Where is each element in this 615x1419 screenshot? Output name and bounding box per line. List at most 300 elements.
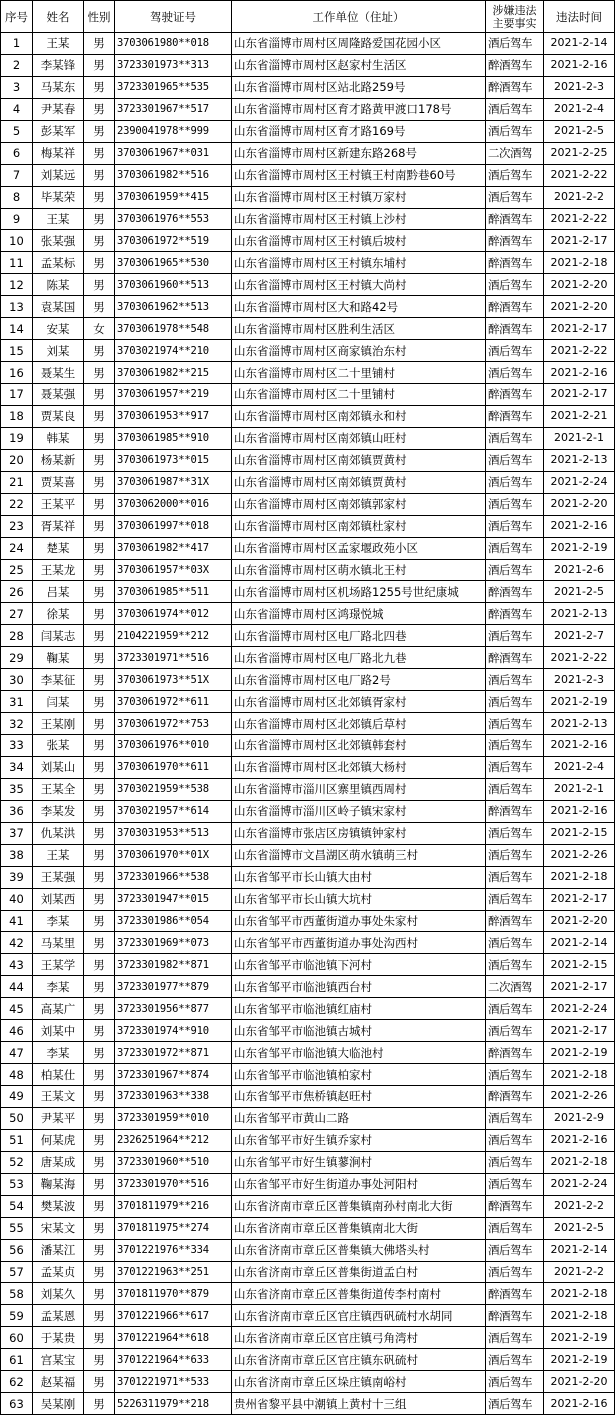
cell-seq: 37 — [1, 822, 33, 844]
table-row — [1, 1042, 615, 1064]
cell-name: 潘某江 — [33, 1239, 84, 1261]
cell-name: 仇某洪 — [33, 822, 84, 844]
cell-license: 3703061972**753 — [115, 713, 232, 735]
header-date: 违法时间 — [544, 1, 615, 33]
cell-license: 3703031953**513 — [115, 822, 232, 844]
cell-seq: 53 — [1, 1173, 33, 1195]
cell-address: 山东省淄博市周村区二十里铺村 — [232, 362, 486, 384]
cell-name: 闫某 — [33, 691, 84, 713]
cell-license: 3723301947**015 — [115, 888, 232, 910]
cell-license: 3703061973**51X — [115, 669, 232, 691]
cell-seq: 54 — [1, 1195, 33, 1217]
cell-name: 高某广 — [33, 998, 84, 1020]
cell-fact: 酒后驾车 — [486, 669, 544, 691]
cell-fact: 醉酒驾车 — [486, 581, 544, 603]
table-row — [1, 932, 615, 954]
cell-seq: 58 — [1, 1283, 33, 1305]
cell-name: 孟某标 — [33, 252, 84, 274]
table-row — [1, 1195, 615, 1217]
table-row — [1, 910, 615, 932]
cell-fact: 醉酒驾车 — [486, 1042, 544, 1064]
cell-fact: 二次酒驾 — [486, 976, 544, 998]
cell-seq: 26 — [1, 581, 33, 603]
table-row — [1, 449, 615, 471]
cell-name: 吴某刚 — [33, 1393, 84, 1415]
cell-name: 徐某 — [33, 603, 84, 625]
cell-seq: 8 — [1, 186, 33, 208]
table-row — [1, 1371, 615, 1393]
cell-date: 2021-2-16 — [544, 515, 615, 537]
table-row — [1, 471, 615, 493]
cell-fact: 酒后驾车 — [486, 998, 544, 1020]
cell-fact: 醉酒驾车 — [486, 384, 544, 406]
table-row — [1, 340, 615, 362]
cell-date: 2021-2-19 — [544, 1349, 615, 1371]
cell-address: 山东省淄博市周村区南郊镇永和村 — [232, 405, 486, 427]
cell-name: 李某 — [33, 1042, 84, 1064]
cell-seq: 32 — [1, 713, 33, 735]
cell-license: 3703061970**01X — [115, 844, 232, 866]
cell-date: 2021-2-19 — [544, 691, 615, 713]
cell-license: 3703061978**548 — [115, 318, 232, 340]
table-header-row — [1, 1, 615, 33]
cell-seq: 57 — [1, 1261, 33, 1283]
cell-date: 2021-2-16 — [544, 735, 615, 757]
cell-address: 山东省济南市章丘区普集镇大佛塔头村 — [232, 1239, 486, 1261]
cell-fact: 醉酒驾车 — [486, 603, 544, 625]
cell-address: 山东省邹平市好生街道办事处河阳村 — [232, 1173, 486, 1195]
table-row — [1, 954, 615, 976]
cell-fact: 醉酒驾车 — [486, 1283, 544, 1305]
cell-address: 山东省邹平市临池镇红庙村 — [232, 998, 486, 1020]
table-row — [1, 186, 615, 208]
cell-fact: 醉酒驾车 — [486, 910, 544, 932]
table-row — [1, 998, 615, 1020]
cell-name: 刘某山 — [33, 756, 84, 778]
cell-sex: 男 — [84, 449, 115, 471]
cell-address: 山东省邹平市临池镇柏家村 — [232, 1064, 486, 1086]
cell-sex: 男 — [84, 866, 115, 888]
cell-sex: 男 — [84, 1327, 115, 1349]
cell-fact: 醉酒驾车 — [486, 1305, 544, 1327]
cell-name: 鞠某 — [33, 647, 84, 669]
table-row — [1, 976, 615, 998]
cell-fact: 酒后驾车 — [486, 340, 544, 362]
cell-address: 山东省淄博市周村区育才路黄甲渡口178号 — [232, 98, 486, 120]
cell-sex: 男 — [84, 1151, 115, 1173]
cell-license: 3703061973**015 — [115, 449, 232, 471]
cell-license: 3701811970**879 — [115, 1283, 232, 1305]
cell-name: 贾某良 — [33, 405, 84, 427]
table-row — [1, 778, 615, 800]
cell-sex: 男 — [84, 186, 115, 208]
cell-address: 山东省淄博市周村区电厂路2号 — [232, 669, 486, 691]
cell-fact: 酒后驾车 — [486, 844, 544, 866]
cell-date: 2021-2-17 — [544, 230, 615, 252]
cell-fact: 醉酒驾车 — [486, 647, 544, 669]
cell-sex: 男 — [84, 120, 115, 142]
cell-address: 山东省淄博市周村区王村镇东埔村 — [232, 252, 486, 274]
cell-address: 山东省淄博市周村区胜利生活区 — [232, 318, 486, 340]
cell-sex: 男 — [84, 1371, 115, 1393]
cell-date: 2021-2-22 — [544, 647, 615, 669]
cell-date: 2021-2-15 — [544, 822, 615, 844]
cell-name: 李某锋 — [33, 54, 84, 76]
cell-name: 楚某 — [33, 537, 84, 559]
cell-fact: 酒后驾车 — [486, 515, 544, 537]
table-row — [1, 1327, 615, 1349]
table-row — [1, 120, 615, 142]
cell-address: 山东省淄博市周村区新建东路268号 — [232, 142, 486, 164]
cell-fact: 酒后驾车 — [486, 713, 544, 735]
cell-date: 2021-2-3 — [544, 76, 615, 98]
cell-name: 唐某成 — [33, 1151, 84, 1173]
cell-address: 山东省邹平市好生镇乔家村 — [232, 1129, 486, 1151]
table-row — [1, 603, 615, 625]
cell-date: 2021-2-17 — [544, 384, 615, 406]
cell-sex: 男 — [84, 713, 115, 735]
cell-sex: 男 — [84, 976, 115, 998]
table-row — [1, 362, 615, 384]
cell-address: 山东省淄博市周村区赵家村生活区 — [232, 54, 486, 76]
cell-name: 刘某中 — [33, 1020, 84, 1042]
cell-date: 2021-2-5 — [544, 1217, 615, 1239]
cell-address: 山东省淄博市周村区北郊镇大杨村 — [232, 756, 486, 778]
cell-address: 山东省淄博市淄川区寨里镇西周村 — [232, 778, 486, 800]
cell-fact: 酒后驾车 — [486, 493, 544, 515]
cell-fact: 酒后驾车 — [486, 1239, 544, 1261]
cell-sex: 男 — [84, 603, 115, 625]
cell-name: 吕某 — [33, 581, 84, 603]
cell-seq: 16 — [1, 362, 33, 384]
table-row — [1, 1305, 615, 1327]
cell-date: 2021-2-13 — [544, 603, 615, 625]
cell-license: 3701811975**274 — [115, 1217, 232, 1239]
table-row — [1, 98, 615, 120]
cell-sex: 男 — [84, 910, 115, 932]
cell-fact: 酒后驾车 — [486, 449, 544, 471]
table-row — [1, 1261, 615, 1283]
cell-seq: 42 — [1, 932, 33, 954]
cell-sex: 男 — [84, 340, 115, 362]
cell-name: 聂某生 — [33, 362, 84, 384]
cell-address: 山东省淄博市周村区商家镇治东村 — [232, 340, 486, 362]
cell-address: 山东省邹平市黄山二路 — [232, 1107, 486, 1129]
cell-sex: 男 — [84, 98, 115, 120]
cell-name: 刘某 — [33, 340, 84, 362]
cell-seq: 61 — [1, 1349, 33, 1371]
cell-seq: 38 — [1, 844, 33, 866]
cell-date: 2021-2-6 — [544, 559, 615, 581]
cell-sex: 男 — [84, 735, 115, 757]
cell-seq: 50 — [1, 1107, 33, 1129]
cell-seq: 10 — [1, 230, 33, 252]
cell-fact: 酒后驾车 — [486, 756, 544, 778]
cell-license: 3723301977**879 — [115, 976, 232, 998]
header-address: 工作单位（住址） — [232, 1, 486, 33]
cell-seq: 40 — [1, 888, 33, 910]
cell-seq: 45 — [1, 998, 33, 1020]
cell-address: 山东省淄博市周村区萌水镇北王村 — [232, 559, 486, 581]
cell-name: 马某东 — [33, 76, 84, 98]
cell-fact: 酒后驾车 — [486, 691, 544, 713]
cell-license: 3723301973**313 — [115, 54, 232, 76]
cell-seq: 11 — [1, 252, 33, 274]
cell-sex: 男 — [84, 822, 115, 844]
cell-license: 3701221964**618 — [115, 1327, 232, 1349]
cell-fact: 酒后驾车 — [486, 1107, 544, 1129]
cell-fact: 醉酒驾车 — [486, 800, 544, 822]
cell-address: 山东省邹平市焦桥镇赵旺村 — [232, 1086, 486, 1108]
cell-fact: 酒后驾车 — [486, 932, 544, 954]
table-row — [1, 230, 615, 252]
cell-address: 山东省淄博市周村区北郊镇胥家村 — [232, 691, 486, 713]
cell-address: 山东省邹平市西董街道办事处沟西村 — [232, 932, 486, 954]
table-row — [1, 735, 615, 757]
cell-license: 3723301967**517 — [115, 98, 232, 120]
cell-seq: 33 — [1, 735, 33, 757]
cell-name: 刘某久 — [33, 1283, 84, 1305]
cell-license: 3703061987**31X — [115, 471, 232, 493]
cell-date: 2021-2-24 — [544, 998, 615, 1020]
cell-seq: 62 — [1, 1371, 33, 1393]
cell-fact: 酒后驾车 — [486, 1261, 544, 1283]
cell-fact: 醉酒驾车 — [486, 252, 544, 274]
cell-fact: 醉酒驾车 — [486, 318, 544, 340]
cell-license: 3703061967**031 — [115, 142, 232, 164]
cell-seq: 23 — [1, 515, 33, 537]
cell-license: 3703061985**511 — [115, 581, 232, 603]
table-row — [1, 1393, 615, 1415]
cell-seq: 59 — [1, 1305, 33, 1327]
table-row — [1, 1349, 615, 1371]
cell-name: 王某文 — [33, 1086, 84, 1108]
cell-seq: 49 — [1, 1086, 33, 1108]
table-row — [1, 427, 615, 449]
cell-address: 山东省济南市章丘区官庄镇西矾硫村水胡同 — [232, 1305, 486, 1327]
cell-date: 2021-2-18 — [544, 252, 615, 274]
cell-fact: 醉酒驾车 — [486, 1195, 544, 1217]
cell-license: 3701221976**334 — [115, 1239, 232, 1261]
cell-fact: 酒后驾车 — [486, 537, 544, 559]
table-row — [1, 1020, 615, 1042]
cell-seq: 55 — [1, 1217, 33, 1239]
cell-date: 2021-2-13 — [544, 713, 615, 735]
cell-name: 刘某西 — [33, 888, 84, 910]
cell-address: 山东省淄博市周村区南郊镇贾黄村 — [232, 471, 486, 493]
cell-date: 2021-2-19 — [544, 537, 615, 559]
cell-seq: 2 — [1, 54, 33, 76]
cell-seq: 39 — [1, 866, 33, 888]
table-row — [1, 1064, 615, 1086]
table-row — [1, 208, 615, 230]
cell-name: 毕某荣 — [33, 186, 84, 208]
cell-sex: 男 — [84, 800, 115, 822]
cell-fact: 醉酒驾车 — [486, 296, 544, 318]
table-row — [1, 866, 615, 888]
cell-license: 3723301982**871 — [115, 954, 232, 976]
cell-fact: 酒后驾车 — [486, 471, 544, 493]
cell-license: 3703021957**614 — [115, 800, 232, 822]
cell-sex: 男 — [84, 691, 115, 713]
cell-address: 山东省济南市章丘区普集镇南北大街 — [232, 1217, 486, 1239]
cell-license: 3701221971**533 — [115, 1371, 232, 1393]
table-row — [1, 1129, 615, 1151]
cell-seq: 21 — [1, 471, 33, 493]
header-fact: 涉嫌违法主要事实 — [486, 1, 544, 33]
cell-license: 3723301967**874 — [115, 1064, 232, 1086]
cell-date: 2021-2-19 — [544, 1042, 615, 1064]
table-row — [1, 318, 615, 340]
cell-sex: 男 — [84, 274, 115, 296]
cell-date: 2021-2-16 — [544, 800, 615, 822]
cell-sex: 男 — [84, 1042, 115, 1064]
cell-license: 3701221966**617 — [115, 1305, 232, 1327]
cell-sex: 男 — [84, 669, 115, 691]
cell-date: 2021-2-26 — [544, 1086, 615, 1108]
cell-address: 山东省淄博市周村区周隆路爱国花园小区 — [232, 33, 486, 55]
cell-fact: 醉酒驾车 — [486, 54, 544, 76]
cell-name: 王某 — [33, 208, 84, 230]
cell-license: 3723301972**871 — [115, 1042, 232, 1064]
cell-date: 2021-2-22 — [544, 340, 615, 362]
cell-seq: 34 — [1, 756, 33, 778]
cell-date: 2021-2-18 — [544, 1305, 615, 1327]
cell-fact: 酒后驾车 — [486, 822, 544, 844]
cell-seq: 35 — [1, 778, 33, 800]
table-row — [1, 1173, 615, 1195]
cell-seq: 13 — [1, 296, 33, 318]
cell-fact: 酒后驾车 — [486, 1371, 544, 1393]
cell-date: 2021-2-4 — [544, 98, 615, 120]
cell-date: 2021-2-1 — [544, 778, 615, 800]
cell-license: 3703061980**018 — [115, 33, 232, 55]
cell-address: 山东省淄博市周村区机场路1255号世纪康城 — [232, 581, 486, 603]
cell-date: 2021-2-2 — [544, 186, 615, 208]
table-row — [1, 537, 615, 559]
cell-sex: 男 — [84, 405, 115, 427]
cell-seq: 60 — [1, 1327, 33, 1349]
cell-seq: 48 — [1, 1064, 33, 1086]
cell-address: 山东省邹平市长山镇大由村 — [232, 866, 486, 888]
cell-address: 山东省淄博市周村区大和路42号 — [232, 296, 486, 318]
cell-fact: 酒后驾车 — [486, 866, 544, 888]
cell-date: 2021-2-13 — [544, 449, 615, 471]
cell-sex: 男 — [84, 559, 115, 581]
cell-sex: 男 — [84, 537, 115, 559]
cell-sex: 男 — [84, 1086, 115, 1108]
cell-address: 山东省淄博市周村区孟家堰政苑小区 — [232, 537, 486, 559]
cell-license: 3703061953**917 — [115, 405, 232, 427]
cell-name: 杨某新 — [33, 449, 84, 471]
cell-fact: 酒后驾车 — [486, 1173, 544, 1195]
cell-name: 马某里 — [33, 932, 84, 954]
cell-date: 2021-2-18 — [544, 1283, 615, 1305]
cell-sex: 男 — [84, 1349, 115, 1371]
cell-sex: 男 — [84, 493, 115, 515]
cell-license: 3723301963**338 — [115, 1086, 232, 1108]
cell-address: 山东省淄博市周村区电厂路北四巷 — [232, 625, 486, 647]
cell-license: 3701221964**633 — [115, 1349, 232, 1371]
cell-seq: 51 — [1, 1129, 33, 1151]
cell-name: 安某 — [33, 318, 84, 340]
cell-license: 3723301970**516 — [115, 1173, 232, 1195]
cell-fact: 酒后驾车 — [486, 274, 544, 296]
cell-sex: 男 — [84, 142, 115, 164]
cell-date: 2021-2-15 — [544, 954, 615, 976]
cell-date: 2021-2-2 — [544, 1195, 615, 1217]
cell-name: 梅某祥 — [33, 142, 84, 164]
cell-license: 3703061957**03X — [115, 559, 232, 581]
cell-date: 2021-2-22 — [544, 164, 615, 186]
cell-sex: 男 — [84, 1173, 115, 1195]
cell-address: 山东省淄博市周村区电厂路北九巷 — [232, 647, 486, 669]
cell-sex: 男 — [84, 76, 115, 98]
table-row — [1, 1283, 615, 1305]
cell-name: 闫某志 — [33, 625, 84, 647]
cell-name: 贾某喜 — [33, 471, 84, 493]
cell-name: 李某征 — [33, 669, 84, 691]
cell-sex: 男 — [84, 1261, 115, 1283]
table-row — [1, 822, 615, 844]
cell-date: 2021-2-24 — [544, 1173, 615, 1195]
cell-address: 山东省淄博市周村区王村镇王村南黔巷60号 — [232, 164, 486, 186]
cell-seq: 36 — [1, 800, 33, 822]
cell-sex: 男 — [84, 1195, 115, 1217]
cell-license: 3703061974**012 — [115, 603, 232, 625]
cell-date: 2021-2-21 — [544, 405, 615, 427]
cell-date: 2021-2-17 — [544, 1020, 615, 1042]
cell-date: 2021-2-25 — [544, 142, 615, 164]
cell-date: 2021-2-5 — [544, 581, 615, 603]
cell-seq: 12 — [1, 274, 33, 296]
cell-license: 3703061985**910 — [115, 427, 232, 449]
cell-date: 2021-2-9 — [544, 1107, 615, 1129]
table-row — [1, 142, 615, 164]
cell-license: 3703061982**215 — [115, 362, 232, 384]
cell-sex: 男 — [84, 471, 115, 493]
cell-sex: 男 — [84, 932, 115, 954]
cell-date: 2021-2-20 — [544, 910, 615, 932]
cell-name: 李某 — [33, 976, 84, 998]
cell-name: 王某强 — [33, 866, 84, 888]
cell-license: 3723301986**054 — [115, 910, 232, 932]
table-row — [1, 252, 615, 274]
cell-license: 2390041978**999 — [115, 120, 232, 142]
cell-date: 2021-2-20 — [544, 296, 615, 318]
cell-date: 2021-2-22 — [544, 208, 615, 230]
cell-date: 2021-2-16 — [544, 54, 615, 76]
cell-date: 2021-2-16 — [544, 1393, 615, 1415]
cell-address: 山东省淄博市周村区王村镇大尚村 — [232, 274, 486, 296]
cell-seq: 5 — [1, 120, 33, 142]
table-row — [1, 1239, 615, 1261]
cell-license: 3723301966**538 — [115, 866, 232, 888]
cell-fact: 酒后驾车 — [486, 1064, 544, 1086]
table-row — [1, 1086, 615, 1108]
table-body — [1, 33, 615, 1415]
cell-address: 山东省济南市章丘区垛庄镇南峪村 — [232, 1371, 486, 1393]
cell-date: 2021-2-17 — [544, 318, 615, 340]
cell-fact: 酒后驾车 — [486, 1129, 544, 1151]
cell-license: 2326251964**212 — [115, 1129, 232, 1151]
cell-seq: 1 — [1, 33, 33, 55]
cell-fact: 醉酒驾车 — [486, 208, 544, 230]
cell-date: 2021-2-16 — [544, 1129, 615, 1151]
cell-address: 山东省淄博市周村区站北路259号 — [232, 76, 486, 98]
cell-sex: 男 — [84, 208, 115, 230]
cell-address: 山东省邹平市临池镇下河村 — [232, 954, 486, 976]
